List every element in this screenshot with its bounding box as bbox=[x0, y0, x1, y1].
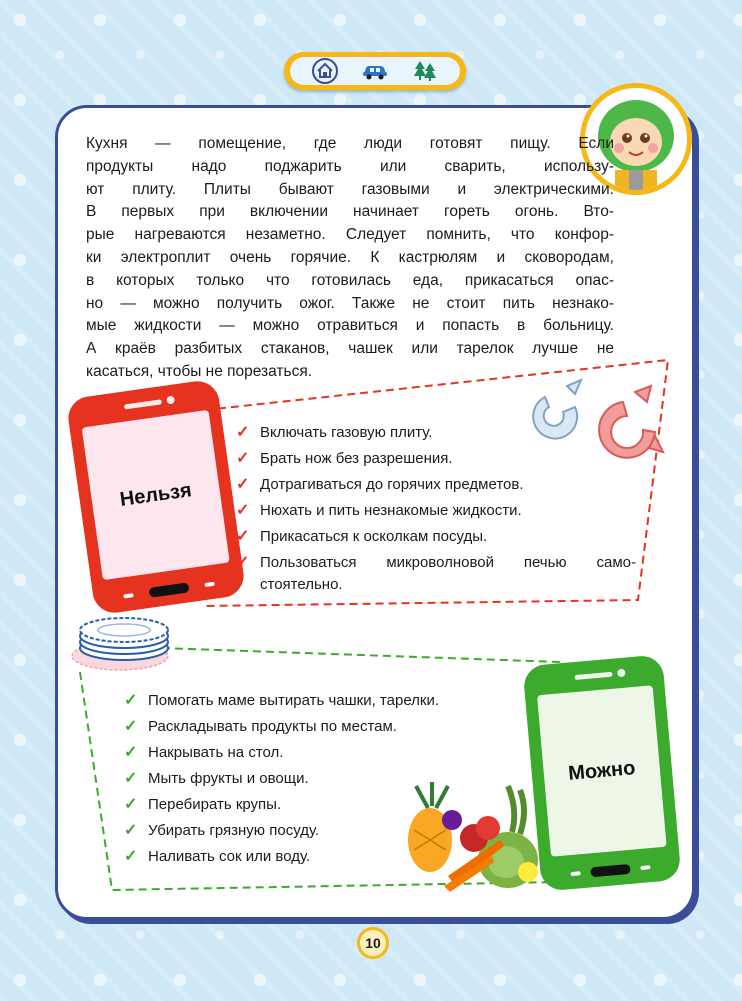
allowed-item: ✓ Убирать грязную посуду. bbox=[124, 818, 524, 844]
plates-stack-icon bbox=[66, 612, 174, 674]
phone-screen bbox=[82, 410, 230, 580]
intro-line: рые нагреваются незаметно. Следует помнить, что конфор- bbox=[86, 226, 614, 244]
allowed-item: ✓ Мыть фрукты и овощи. bbox=[124, 766, 524, 792]
check-icon: ✓ bbox=[236, 502, 250, 519]
intro-line: в которых только что готовилась еда, прикасаться опас- bbox=[86, 271, 614, 289]
forbidden-item bbox=[236, 552, 636, 596]
intro-line: продукты надо поджарить или сварить, использу- bbox=[86, 157, 614, 175]
page-number: 10 bbox=[357, 927, 389, 959]
check-icon: ✓ bbox=[236, 554, 250, 571]
forbidden-item: ✓ Прикасаться к осколкам посуды. bbox=[236, 524, 636, 550]
forbidden-list bbox=[236, 420, 636, 596]
intro-line: Кухня — помещение, где люди готовят пищу. Если bbox=[86, 135, 614, 152]
intro-line: А краёв разбитых стаканов, чашек или тарелок лучше не bbox=[86, 340, 614, 358]
check-icon: ✓ bbox=[236, 450, 250, 467]
allowed-label: Можно bbox=[567, 756, 637, 785]
intro-line: касаться, чтобы не порезаться. bbox=[86, 362, 313, 380]
phone-screen bbox=[537, 685, 667, 856]
car-icon[interactable] bbox=[360, 59, 390, 83]
check-icon: ✓ bbox=[236, 476, 250, 493]
section-nav bbox=[284, 52, 466, 90]
vegetables-icon bbox=[388, 780, 548, 898]
tree-icon[interactable] bbox=[410, 59, 440, 83]
forbidden-item: ✓ Включать газовую плиту. bbox=[236, 420, 636, 446]
forbidden-item: ✓ Дотрагиваться до горячих предметов. bbox=[236, 472, 636, 498]
check-icon: ✓ bbox=[124, 796, 138, 813]
allowed-item: ✓ Наливать сок или воду. bbox=[124, 844, 524, 870]
allowed-item: ✓ Раскладывать продукты по местам. bbox=[124, 714, 524, 740]
forbidden-item-line: стоятельно. bbox=[260, 576, 343, 593]
allowed-item: ✓ Помогать маме вытирать чашки, тарелки. bbox=[124, 688, 524, 714]
check-icon: ✓ bbox=[124, 848, 138, 865]
check-icon: ✓ bbox=[124, 770, 138, 787]
check-icon: ✓ bbox=[236, 424, 250, 441]
intro-line: ют плиту. Плиты бывают газовыми и электрическими. bbox=[86, 180, 614, 198]
house-icon[interactable] bbox=[310, 59, 340, 83]
check-icon: ✓ bbox=[236, 528, 250, 545]
check-icon: ✓ bbox=[124, 744, 138, 761]
allowed-item: ✓ Накрывать на стол. bbox=[124, 740, 524, 766]
check-icon: ✓ bbox=[124, 692, 138, 709]
check-icon: ✓ bbox=[124, 822, 138, 839]
forbidden-item: ✓ Брать нож без разрешения. bbox=[236, 446, 636, 472]
forbidden-item-line: Пользоваться микроволновой печью само- bbox=[260, 554, 636, 571]
check-icon: ✓ bbox=[124, 718, 138, 735]
allowed-item: ✓ Перебирать крупы. bbox=[124, 792, 524, 818]
section-nav-inner bbox=[290, 57, 460, 85]
intro-line: мые жидкости — можно отравиться и попасть в больницу. bbox=[86, 317, 614, 335]
intro-line: ки электроплит очень горячие. К кастрюлям и сковородам, bbox=[86, 248, 614, 266]
intro-line: но — можно получить ожог. Также не стоит пить незнако- bbox=[86, 294, 614, 312]
forbidden-label: Нельзя bbox=[118, 478, 193, 511]
allowed-phone bbox=[522, 654, 681, 891]
intro-line: В первых при включении начинает гореть огонь. Вто- bbox=[86, 203, 614, 221]
forbidden-phone bbox=[66, 378, 250, 615]
intro-paragraph bbox=[86, 133, 614, 384]
forbidden-item: ✓ Нюхать и пить незнакомые жидкости. bbox=[236, 498, 636, 524]
